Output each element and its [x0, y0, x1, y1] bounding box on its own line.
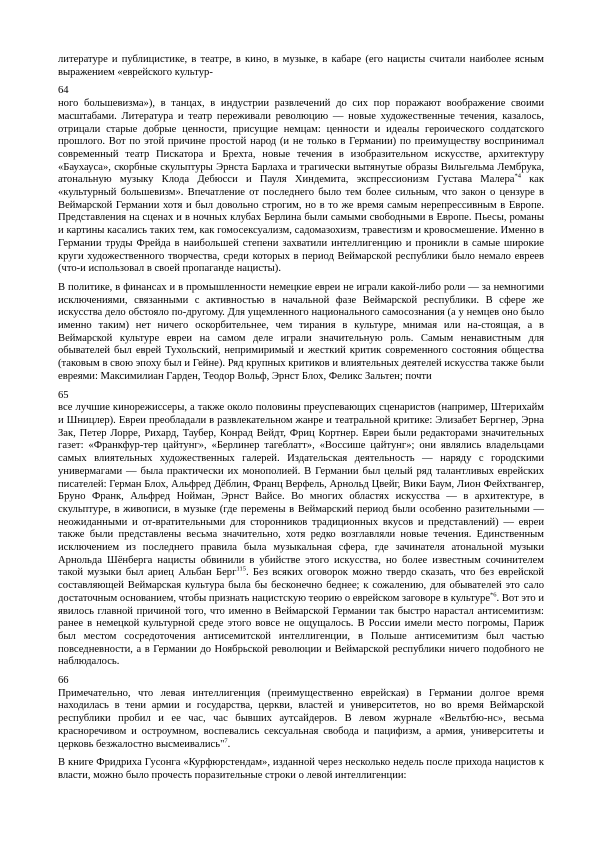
- paragraph-4: [58, 402, 544, 669]
- paragraph-1: литературе и публицистике, в театре, в кино, в музыке, в кабаре (его нацисты считали наиболее ясным выражением «еврейского культур-: [58, 54, 544, 78]
- page-number-66: 66: [58, 675, 69, 687]
- paragraph-5: [58, 688, 544, 752]
- page-number-65: 65: [58, 389, 69, 401]
- text-segment: Примечательно, что левая интеллигенция (преимущественно еврейская) в Германии долгое время находилась в тени армии и государства, церкви, властей и университетов, но во время Веймарской республики пробил и ее час, час бывших аутсайдеров. В левом журнале «Вельтбю-нс», весьма красноречивом и остроумном, воспевались сексуальная свобода и пацифизм, а армия, университеты и церковь безжалостно высмеивались": [58, 687, 544, 750]
- footnote-marker: 115: [236, 565, 246, 573]
- document-page: [58, 54, 544, 789]
- text-segment: как «культурный большевизм». Впечатление от последнего было тем более сильным, что закон о цензуре в Веймарской Германии хотя и был довольно строгим, но в то же время самым нерепрессивным в Европе. Представления на сценах и в ночных клубах Берлина были самыми свободными в Европе. Пьесы, романы и картины касались таких тем, как гомосексуализм, садомазохизм, травестизм и кровосмешение. Именно в Германии труды Фрейда в наибольшей степени захватили интеллигенцию и проникли в самые широкие круги художественного творчества, среди которых в период Веймарской республики было немало евреев (что-и использовал в своей пропаганде нацисты).: [58, 174, 545, 275]
- text-segment: .: [227, 738, 231, 750]
- paragraph-2: [58, 98, 544, 276]
- footnote-marker: *4: [514, 172, 521, 180]
- text-segment: . Без всяких оговорок можно твердо сказать, что без еврейской составляющей Веймарская культура была бы бесконечно беднее; к сожалению, для обывателей это сало достаточным основанием, чтобы признать нацистскую теорию о еврейском заговоре в культуре: [58, 567, 544, 604]
- text-segment: . Вот это и явилось главной причиной того, что именно в Веймарской Германии так быстро нарастал антисемитизм: ранее в немецкой культурной среде этого вовсе не ощущалось. В России имели место погромы, Париж был местом сосредоточения антисемитской интеллигенции, в Польше антисемитизм был частью повседневности, а в Германии до Ноябрьской революции и Веймарской республики ничего подобного не наблюдалось.: [58, 592, 544, 668]
- text-segment: все лучшие кинорежиссеры, а также около половины преуспевающих сценаристов (например, Штерихайм и Шницлер). Евреи преобладали в развлекательном жанре и театральной критике: Элизабет Бергнер, Эрна Зак, Петер Лорре, Рихард, Таубер, Конрад Вейдт, Фриц Кортнер. Евреи были редакторами значительных газет: «Франкфур-тер цайтунг», «Берлинер тагеблатт», «Воссише цайтунг»; они являлись владельцами самых влиятельных художественных галерей. Издательская деятельность — наряду с городскими универмагами — была практически их монополией. В Германии был целый ряд талантливых еврейских писателей: Герман Блох, Альфред Дёблин, Франц Верфель, Арнольд Цвейг, Вики Баум, Лион Фейхтвангер, Бруно Франк, Альфред Нойман, Эрнст Вайсе. Во многих областях искусства — в архитектуре, в скульптуре, в живописи, в музыке (где перемены в Веймарский период были особенно разительными — неожиданными и от-вратительными для сторонников традиционных вкусов и представлений) — евреи также были представлены весьма значительно, хотя редко возглавляли новые течения. Единственным исключением из последнего правила была музыкальная сфера, где зачинателя атональной музыки Арнольда Шёнберга нацисты обвинили в убийстве этого искусства, но более известным сочинителем такой музыки был ариец Альбан Берг: [58, 402, 544, 579]
- footnote-marker: 7: [224, 737, 228, 745]
- text-segment: ного большевизма»), в танцах, в индустрии развлечений до сих пор поражают воображение своими масштабами. Литература и театр переживали революцию — новые художественные течения, казалось, отрицали старые добрые ценности, присущие немцам: ценности и идеалы героического солдатского прошлого. Вот по этой причине простой народ (и не только в Германии) по преимуществу воспринимал современный театр Пискатора и Брехта, новые течения в изобразительном искусстве, архитектуру «Баухауса», скорбные скульптуры Эрнста Барлаха и трагически вытянутые образы Вильгельма Лембрука, атональную музыку Клода Дебюсси и Пауля Хиндемита, экспрессионизм Густава Малера: [58, 98, 544, 186]
- page-number-64: 64: [58, 85, 69, 97]
- paragraph-3: В политике, в финансах и в промышленности немецкие евреи не играли какой-либо роли — за немногими исключениями, связанными с активностью в начальной фазе Веймарской республики. В сфере же искусства дело обстояло по-другому. Для ущемленного национального самосознания (а у немцев оно было именно таким) нет ничего оскорбительнее, чем тирания в культуре, мнимая или на-стоящая, а в Веймарской культуре евреи на самом деле играли значительную роль. Самым ненавистным для обывателей был еврей Тухольский, непримиримый и жесткий критик современного состояния общества (таковым в свою эпоху был и Гейне). Ряд крупных критиков и влиятельных деятелей искусства также были евреями: Максимилиан Гарден, Теодор Вольф, Эрнст Блох, Феликс Зальтен; почти: [58, 281, 544, 382]
- footnote-marker: *6: [490, 591, 497, 599]
- paragraph-6: В книге Фридриха Гусонга «Курфюрстендам», изданной через несколько недель после прихода нацистов к власти, можно было прочесть поразительные строки о левой интеллигенции:: [58, 757, 544, 781]
